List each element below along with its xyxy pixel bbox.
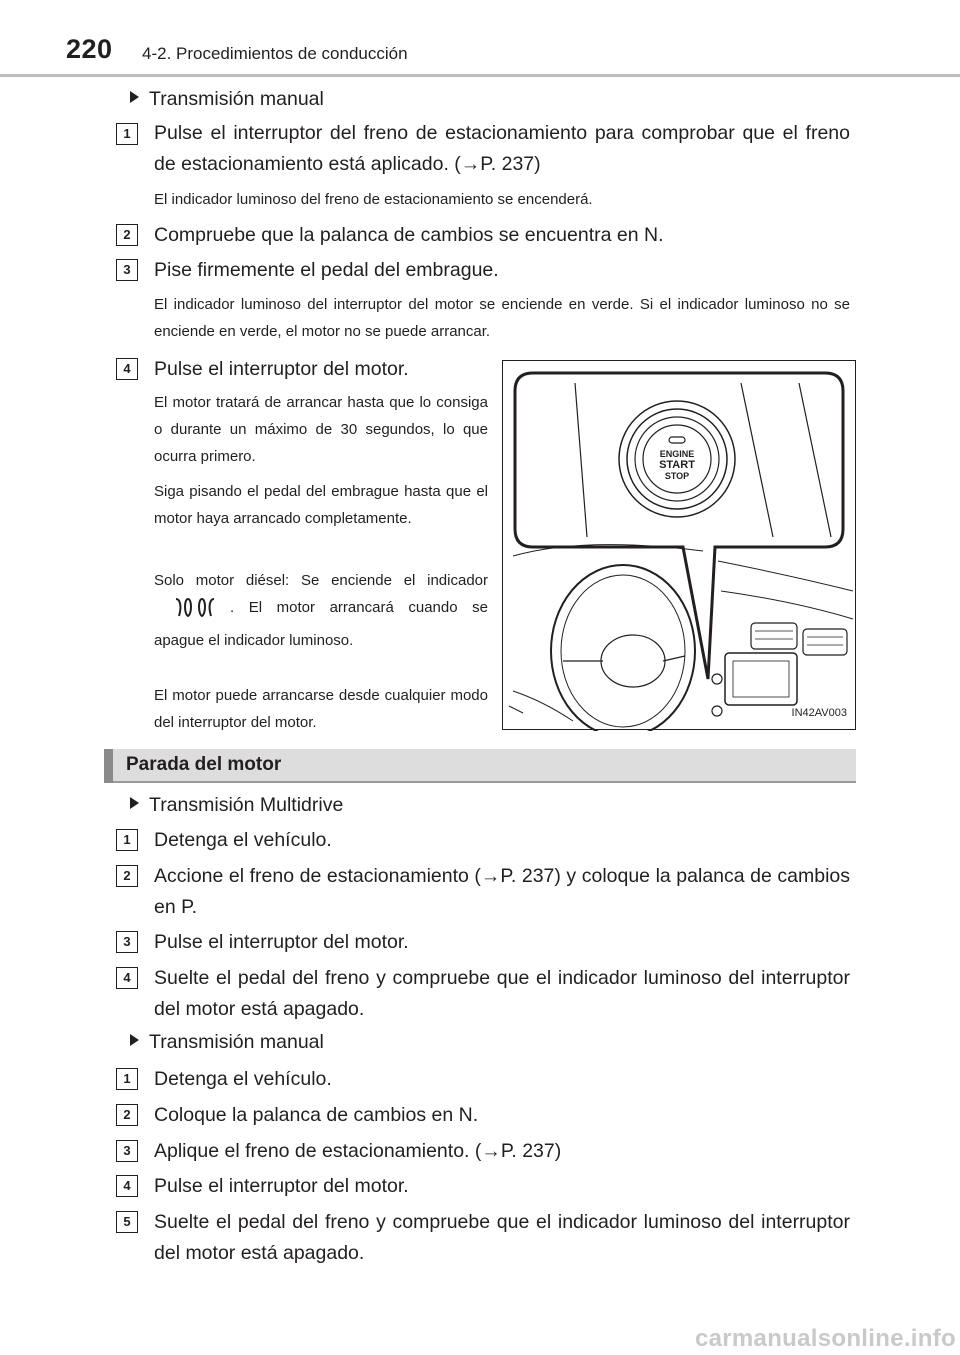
- header-divider: [0, 74, 960, 77]
- button-label-stop: STOP: [664, 471, 690, 481]
- step-number-badge: 5: [116, 1211, 138, 1233]
- triangle-bullet-icon: [130, 797, 139, 809]
- glow-plug-indicator-icon: [174, 596, 216, 627]
- figure-code: IN42AV003: [791, 707, 847, 719]
- step-note-diesel: [154, 567, 488, 654]
- page-header: [0, 0, 960, 80]
- step-text: Suelte el pedal del freno y compruebe que el indicador luminoso del interruptor del motor está apagado.: [154, 1211, 850, 1264]
- step-number-badge: 2: [116, 1104, 138, 1126]
- step-number-badge: 3: [116, 1140, 138, 1162]
- step-number-badge: 2: [116, 224, 138, 246]
- step-text: Suelte el pedal del freno y compruebe que el indicador luminoso del interruptor del motor está apagado.: [154, 967, 850, 1020]
- step-text: Detenga el vehículo.: [154, 829, 332, 851]
- step-number-badge: 4: [116, 967, 138, 989]
- section-header: [104, 749, 856, 783]
- section-accent: [104, 749, 113, 783]
- subsection-title: Transmisión Multidrive: [149, 794, 344, 816]
- button-label-start: START: [659, 459, 695, 471]
- subsection-stop-multidrive: [130, 794, 343, 817]
- step-note: El indicador luminoso del freno de estacionamiento se encenderá.: [154, 191, 593, 208]
- step-number-badge: 2: [116, 865, 138, 887]
- step-text: Aplique el freno de estacionamiento. (→P. 237): [154, 1140, 562, 1162]
- button-label-engine: ENGINE: [659, 449, 695, 459]
- step-note: Siga pisando el pedal del embrague hasta que el motor haya arrancado completamente.: [154, 483, 488, 527]
- note-text: . El motor arrancará cuando se apague el indicador luminoso.: [154, 599, 488, 649]
- step-number-badge: 4: [116, 358, 138, 380]
- step-text: Pulse el interruptor del freno de estacionamiento para comprobar que el freno de estacionamiento está aplicado. (→P. 237): [154, 122, 850, 175]
- chapter-title: 4-2. Procedimientos de conducción: [142, 44, 408, 63]
- subsection-title: Transmisión manual: [149, 1031, 324, 1053]
- triangle-bullet-icon: [130, 1034, 139, 1046]
- engine-switch-illustration: [502, 360, 856, 730]
- step-number-badge: 1: [116, 829, 138, 851]
- step-text: Detenga el vehículo.: [154, 1068, 332, 1090]
- step-text: Compruebe que la palanca de cambios se encuentra en N.: [154, 224, 664, 246]
- step-number-badge: 3: [116, 931, 138, 953]
- step-text: Pulse el interruptor del motor.: [154, 1175, 409, 1197]
- step-number-badge: 1: [116, 123, 138, 145]
- triangle-bullet-icon: [130, 91, 139, 103]
- step-text: Accione el freno de estacionamiento (→P. 237) y coloque la palanca de cambios en P.: [154, 865, 850, 918]
- page-number: 220: [66, 34, 113, 64]
- step-text: Pise firmemente el pedal del embrague.: [154, 259, 499, 281]
- step-number-badge: 4: [116, 1175, 138, 1197]
- subsection-stop-manual: [130, 1031, 324, 1054]
- step-text: Coloque la palanca de cambios en N.: [154, 1104, 479, 1126]
- subsection-start-manual: [130, 88, 324, 111]
- step-text: Pulse el interruptor del motor.: [154, 931, 409, 953]
- section-title: Parada del motor: [126, 754, 282, 775]
- step-text: Pulse el interruptor del motor.: [154, 358, 409, 380]
- watermark: carmanualsonline.info: [694, 1325, 956, 1352]
- step-note: El indicador luminoso del interruptor del motor se enciende en verde. Si el indicador luminoso no se enciende en verde, el motor no se puede arrancar.: [154, 296, 850, 340]
- step-number-badge: 3: [116, 259, 138, 281]
- note-text: Solo motor diésel: Se enciende el indicador: [154, 572, 488, 589]
- subsection-title: Transmisión manual: [149, 88, 324, 110]
- step-note: El motor tratará de arrancar hasta que lo consiga o durante un máximo de 30 segundos, lo que ocurra primero.: [154, 394, 488, 465]
- step-number-badge: 1: [116, 1068, 138, 1090]
- step-note: El motor puede arrancarse desde cualquier modo del interruptor del motor.: [154, 687, 488, 731]
